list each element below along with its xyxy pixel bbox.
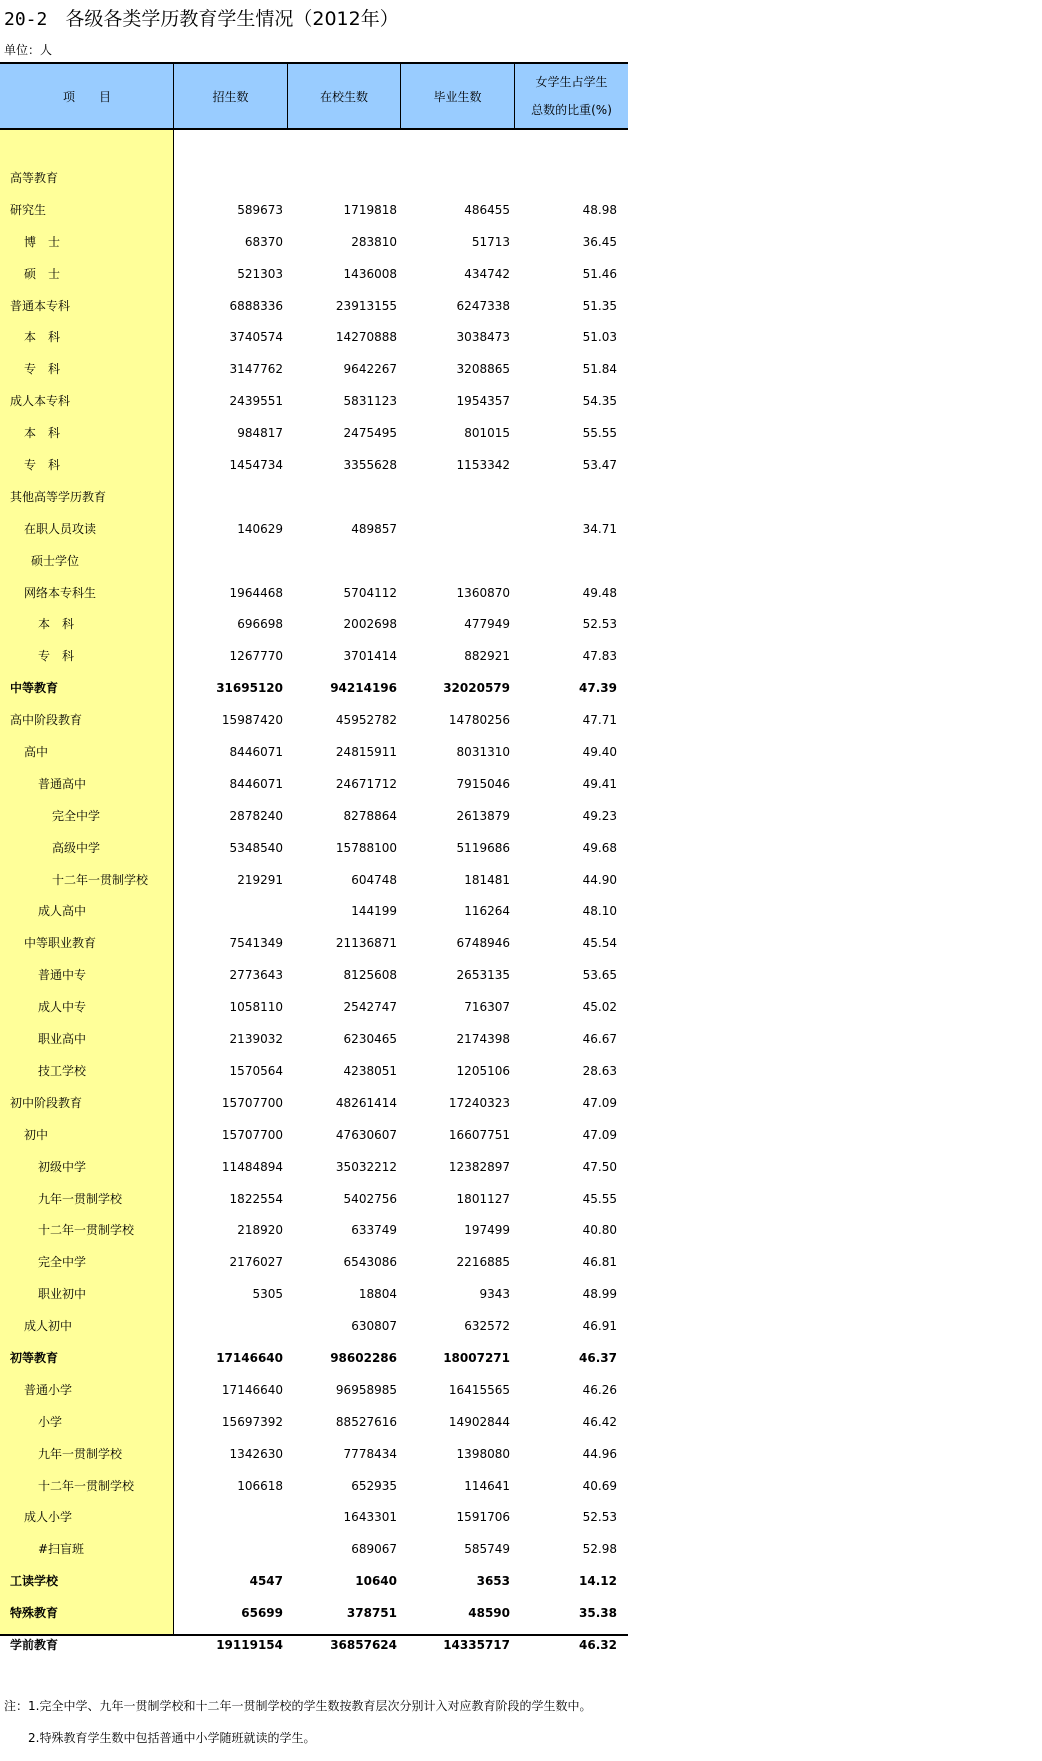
cell-enrolled: 144199 bbox=[351, 904, 397, 919]
cell-enrolled: 7778434 bbox=[343, 1446, 397, 1461]
statistics-table bbox=[0, 62, 628, 1652]
cell-enrolled: 48261414 bbox=[335, 1095, 397, 1110]
row-label: 初等教育 bbox=[10, 1350, 59, 1365]
table-header bbox=[0, 64, 628, 130]
table-row bbox=[0, 482, 628, 514]
table-row bbox=[0, 737, 628, 769]
row-label: 高中 bbox=[24, 745, 49, 760]
row-label: 职业初中 bbox=[38, 1287, 87, 1302]
cell-graduates: 197499 bbox=[464, 1223, 510, 1238]
table-row bbox=[0, 1439, 628, 1471]
table-number: 20-2 bbox=[4, 9, 48, 30]
header-female-ratio bbox=[514, 64, 628, 128]
cell-enroll: 19119154 bbox=[216, 1637, 283, 1652]
table-row bbox=[0, 322, 628, 354]
cell-graduates: 5119686 bbox=[456, 840, 510, 855]
row-label: 工读学校 bbox=[10, 1574, 59, 1589]
cell-enrolled: 10640 bbox=[355, 1574, 397, 1589]
row-label: 网络本专科生 bbox=[24, 585, 97, 600]
cell-enrolled: 8278864 bbox=[343, 808, 397, 823]
cell-graduates: 3653 bbox=[476, 1574, 510, 1589]
cell-female: 52.53 bbox=[582, 617, 617, 632]
row-label: 普通本专科 bbox=[10, 298, 71, 313]
table-row bbox=[0, 1534, 628, 1566]
cell-graduates: 477949 bbox=[464, 617, 510, 632]
cell-enrolled: 1719818 bbox=[343, 202, 397, 217]
header-female-line2: 总数的比重(%) bbox=[531, 103, 612, 117]
cell-graduates: 12382897 bbox=[448, 1159, 510, 1174]
cell-graduates: 51713 bbox=[471, 234, 510, 249]
row-label: 十二年一贯制学校 bbox=[38, 1223, 135, 1238]
cell-enroll: 6888336 bbox=[229, 298, 283, 313]
row-label: #扫盲班 bbox=[38, 1542, 85, 1557]
row-label: 特殊教育 bbox=[10, 1606, 59, 1621]
cell-enroll: 696698 bbox=[237, 617, 283, 632]
table-row bbox=[0, 546, 628, 578]
cell-graduates: 1591706 bbox=[456, 1510, 510, 1525]
cell-enroll: 984817 bbox=[237, 426, 283, 441]
row-label: 初中阶段教育 bbox=[10, 1095, 83, 1110]
table-row bbox=[0, 896, 628, 928]
cell-graduates: 3038473 bbox=[456, 330, 510, 345]
cell-graduates: 14335717 bbox=[443, 1637, 510, 1652]
cell-female: 47.09 bbox=[582, 1095, 617, 1110]
cell-enrolled: 1436008 bbox=[343, 266, 397, 281]
row-label: 其他高等学历教育 bbox=[10, 489, 107, 504]
row-label: 普通小学 bbox=[24, 1382, 73, 1397]
table-row bbox=[0, 1375, 628, 1407]
cell-enrolled: 2475495 bbox=[343, 426, 397, 441]
cell-enroll: 521303 bbox=[237, 266, 283, 281]
cell-female: 49.40 bbox=[582, 745, 617, 760]
cell-female: 46.26 bbox=[582, 1382, 617, 1397]
table-row bbox=[0, 1215, 628, 1247]
cell-enrolled: 9642267 bbox=[343, 362, 397, 377]
cell-female: 47.71 bbox=[582, 713, 617, 728]
cell-female: 53.47 bbox=[582, 458, 617, 473]
cell-female: 51.46 bbox=[582, 266, 617, 281]
cell-enrolled: 14270888 bbox=[335, 330, 397, 345]
table-row bbox=[0, 259, 628, 291]
cell-graduates: 1954357 bbox=[456, 394, 510, 409]
cell-enroll: 65699 bbox=[241, 1606, 283, 1621]
row-label: 高中阶段教育 bbox=[10, 713, 83, 728]
row-label: 研究生 bbox=[10, 202, 47, 217]
row-label: 中等教育 bbox=[10, 681, 59, 696]
cell-enroll: 2878240 bbox=[229, 808, 283, 823]
cell-female: 49.41 bbox=[582, 776, 617, 791]
cell-female: 49.68 bbox=[582, 840, 617, 855]
cell-female: 46.32 bbox=[579, 1637, 617, 1652]
cell-enroll: 106618 bbox=[237, 1478, 283, 1493]
row-label: 九年一贯制学校 bbox=[38, 1446, 123, 1461]
cell-female: 47.09 bbox=[582, 1127, 617, 1142]
cell-enrolled: 21136871 bbox=[335, 936, 397, 951]
table-row bbox=[0, 641, 628, 673]
cell-female: 54.35 bbox=[582, 394, 617, 409]
row-label: 九年一贯制学校 bbox=[38, 1191, 123, 1206]
cell-enroll: 17146640 bbox=[216, 1350, 283, 1365]
cell-female: 46.67 bbox=[582, 1032, 617, 1047]
table-row bbox=[0, 578, 628, 610]
row-label: 本 科 bbox=[38, 617, 75, 632]
cell-enrolled: 604748 bbox=[351, 872, 397, 887]
cell-enrolled: 489857 bbox=[351, 521, 397, 536]
table-row bbox=[0, 1566, 628, 1598]
cell-female: 47.50 bbox=[582, 1159, 617, 1174]
cell-enroll: 218920 bbox=[237, 1223, 283, 1238]
cell-enrolled: 24671712 bbox=[335, 776, 397, 791]
cell-female: 44.96 bbox=[582, 1446, 617, 1461]
header-female-line1: 女学生占学生 bbox=[535, 75, 608, 89]
row-label: 技工学校 bbox=[38, 1063, 87, 1078]
cell-graduates: 2216885 bbox=[456, 1255, 510, 1270]
cell-graduates: 17240323 bbox=[448, 1095, 510, 1110]
cell-enrolled: 96958985 bbox=[335, 1382, 397, 1397]
table-rows bbox=[0, 163, 628, 1662]
cell-graduates: 14902844 bbox=[448, 1414, 510, 1429]
table-row bbox=[0, 769, 628, 801]
cell-enroll: 2773643 bbox=[229, 968, 283, 983]
row-label: 专 科 bbox=[38, 649, 75, 664]
table-row bbox=[0, 1407, 628, 1439]
header-enroll-label: 招生数 bbox=[212, 89, 249, 104]
row-label: 高等教育 bbox=[10, 171, 59, 185]
cell-female: 51.35 bbox=[582, 298, 617, 313]
cell-enrolled: 2002698 bbox=[343, 617, 397, 632]
cell-enroll: 1342630 bbox=[229, 1446, 283, 1461]
row-label: 普通高中 bbox=[38, 776, 87, 791]
row-label: 普通中专 bbox=[38, 968, 87, 983]
cell-enroll: 31695120 bbox=[216, 681, 283, 696]
cell-graduates: 9343 bbox=[479, 1287, 510, 1302]
row-label: 博 士 bbox=[24, 234, 61, 249]
cell-graduates: 32020579 bbox=[443, 681, 510, 696]
cell-enroll: 4547 bbox=[249, 1574, 283, 1589]
cell-graduates: 7915046 bbox=[456, 776, 510, 791]
table-row bbox=[0, 1247, 628, 1279]
cell-female: 46.37 bbox=[579, 1350, 617, 1365]
table-row bbox=[0, 1152, 628, 1184]
cell-female: 45.02 bbox=[582, 1000, 617, 1015]
cell-female: 53.65 bbox=[582, 968, 617, 983]
cell-female: 44.90 bbox=[582, 872, 617, 887]
table-row bbox=[0, 1279, 628, 1311]
cell-enrolled: 3701414 bbox=[343, 649, 397, 664]
cell-female: 45.54 bbox=[582, 936, 617, 951]
header-graduates bbox=[400, 64, 514, 128]
row-label: 初级中学 bbox=[38, 1159, 87, 1174]
cell-enrolled: 283810 bbox=[351, 234, 397, 249]
cell-enroll: 15697392 bbox=[221, 1414, 283, 1429]
cell-female: 48.10 bbox=[582, 904, 617, 919]
unit-label: 单位：人 bbox=[4, 43, 53, 57]
table-row bbox=[0, 992, 628, 1024]
cell-enrolled: 98602286 bbox=[330, 1350, 397, 1365]
cell-graduates: 2613879 bbox=[456, 808, 510, 823]
cell-enroll: 1964468 bbox=[229, 585, 283, 600]
cell-graduates: 6247338 bbox=[456, 298, 510, 313]
row-label: 专 科 bbox=[24, 362, 61, 377]
table-row bbox=[0, 227, 628, 259]
cell-graduates: 48590 bbox=[468, 1606, 510, 1621]
row-label: 十二年一贯制学校 bbox=[38, 1478, 135, 1493]
cell-graduates: 181481 bbox=[464, 872, 510, 887]
row-label: 十二年一贯制学校 bbox=[52, 872, 149, 887]
cell-graduates: 716307 bbox=[464, 1000, 510, 1015]
cell-female: 46.91 bbox=[582, 1319, 617, 1334]
cell-female: 48.99 bbox=[582, 1287, 617, 1302]
cell-graduates: 16607751 bbox=[448, 1127, 510, 1142]
cell-graduates: 3208865 bbox=[456, 362, 510, 377]
cell-female: 47.39 bbox=[579, 681, 617, 696]
cell-female: 48.98 bbox=[582, 202, 617, 217]
row-label: 高级中学 bbox=[52, 840, 101, 855]
cell-enrolled: 45952782 bbox=[335, 713, 397, 728]
cell-enroll: 8446071 bbox=[229, 745, 283, 760]
row-label: 完全中学 bbox=[52, 808, 101, 823]
cell-graduates: 116264 bbox=[464, 904, 510, 919]
cell-female: 40.69 bbox=[582, 1478, 617, 1493]
cell-female: 45.55 bbox=[582, 1191, 617, 1206]
cell-female: 40.80 bbox=[582, 1223, 617, 1238]
cell-enrolled: 94214196 bbox=[330, 681, 397, 696]
table-row bbox=[0, 1630, 628, 1662]
header-item-label: 项 目 bbox=[62, 89, 111, 104]
note-2: 2.特殊教育学生数中包括普通中小学随班就读的学生。 bbox=[4, 1731, 316, 1745]
cell-enroll: 17146640 bbox=[221, 1382, 283, 1397]
cell-graduates: 486455 bbox=[464, 202, 510, 217]
cell-enroll: 1058110 bbox=[229, 1000, 283, 1015]
table-row bbox=[0, 1311, 628, 1343]
cell-enroll: 140629 bbox=[237, 521, 283, 536]
row-label: 成人高中 bbox=[38, 904, 87, 919]
cell-graduates: 114641 bbox=[464, 1478, 510, 1493]
row-label: 完全中学 bbox=[38, 1255, 87, 1270]
cell-enroll: 3740574 bbox=[229, 330, 283, 345]
cell-female: 51.03 bbox=[582, 330, 617, 345]
row-label: 学前教育 bbox=[10, 1637, 59, 1652]
header-enroll bbox=[173, 64, 287, 128]
cell-enrolled: 5831123 bbox=[343, 394, 397, 409]
row-label: 成人初中 bbox=[24, 1319, 73, 1334]
cell-female: 49.48 bbox=[582, 585, 617, 600]
row-label: 成人本专科 bbox=[10, 394, 71, 409]
cell-enrolled: 652935 bbox=[351, 1478, 397, 1493]
cell-enrolled: 15788100 bbox=[335, 840, 397, 855]
cell-enroll: 2439551 bbox=[229, 394, 283, 409]
cell-graduates: 1801127 bbox=[456, 1191, 510, 1206]
cell-female: 46.42 bbox=[582, 1414, 617, 1429]
table-row bbox=[0, 1343, 628, 1375]
row-label: 硕士学位 bbox=[31, 553, 80, 568]
cell-enrolled: 88527616 bbox=[335, 1414, 397, 1429]
row-label: 小学 bbox=[38, 1414, 63, 1429]
row-label: 成人小学 bbox=[24, 1510, 73, 1525]
cell-female: 35.38 bbox=[579, 1606, 617, 1621]
table-row bbox=[0, 354, 628, 386]
cell-enroll: 8446071 bbox=[229, 776, 283, 791]
cell-female: 46.81 bbox=[582, 1255, 617, 1270]
table-row bbox=[0, 609, 628, 641]
table-body bbox=[0, 130, 628, 1652]
cell-graduates: 2653135 bbox=[456, 968, 510, 983]
cell-graduates: 801015 bbox=[464, 426, 510, 441]
note-1: 注：1.完全中学、九年一贯制学校和十二年一贯制学校的学生数按教育层次分别计入对应教育阶段的学生数中。 bbox=[4, 1699, 592, 1713]
cell-enroll: 15707700 bbox=[221, 1127, 283, 1142]
cell-graduates: 1153342 bbox=[456, 458, 510, 473]
table-row bbox=[0, 1056, 628, 1088]
cell-enroll: 3147762 bbox=[229, 362, 283, 377]
cell-female: 49.23 bbox=[582, 808, 617, 823]
header-graduates-label: 毕业生数 bbox=[433, 89, 482, 104]
header-enrolled bbox=[287, 64, 400, 128]
row-label: 中等职业教育 bbox=[24, 936, 97, 951]
row-label: 成人中专 bbox=[38, 1000, 87, 1015]
table-row bbox=[0, 418, 628, 450]
table-title: 各级各类学历教育学生情况（2012年） bbox=[65, 8, 399, 30]
table-row bbox=[0, 1120, 628, 1152]
table-row bbox=[0, 1184, 628, 1216]
cell-female: 34.71 bbox=[582, 521, 617, 536]
cell-graduates: 434742 bbox=[464, 266, 510, 281]
table-row bbox=[0, 1502, 628, 1534]
cell-enrolled: 6543086 bbox=[343, 1255, 397, 1270]
cell-enroll: 11484894 bbox=[221, 1159, 283, 1174]
table-row bbox=[0, 1598, 628, 1630]
table-row bbox=[0, 801, 628, 833]
cell-enrolled: 23913155 bbox=[335, 298, 397, 313]
cell-graduates: 882921 bbox=[464, 649, 510, 664]
cell-enroll: 1570564 bbox=[229, 1063, 283, 1078]
table-row bbox=[0, 1088, 628, 1120]
cell-enrolled: 24815911 bbox=[335, 745, 397, 760]
table-row bbox=[0, 928, 628, 960]
table-row bbox=[0, 450, 628, 482]
table-row bbox=[0, 514, 628, 546]
table-row bbox=[0, 833, 628, 865]
table-row bbox=[0, 291, 628, 323]
cell-female: 51.84 bbox=[582, 362, 617, 377]
table-row bbox=[0, 673, 628, 705]
cell-enroll: 5305 bbox=[252, 1287, 283, 1302]
cell-enrolled: 3355628 bbox=[343, 458, 397, 473]
cell-enroll: 589673 bbox=[237, 202, 283, 217]
cell-female: 28.63 bbox=[582, 1063, 617, 1078]
cell-enroll: 219291 bbox=[237, 872, 283, 887]
cell-enroll: 1267770 bbox=[229, 649, 283, 664]
cell-graduates: 1205106 bbox=[456, 1063, 510, 1078]
table-row bbox=[0, 163, 628, 195]
cell-enroll: 2139032 bbox=[229, 1032, 283, 1047]
cell-enrolled: 689067 bbox=[351, 1542, 397, 1557]
cell-enroll: 2176027 bbox=[229, 1255, 283, 1270]
cell-graduates: 18007271 bbox=[443, 1350, 510, 1365]
cell-enrolled: 378751 bbox=[346, 1606, 397, 1621]
cell-female: 47.83 bbox=[582, 649, 617, 664]
cell-enrolled: 18804 bbox=[358, 1287, 397, 1302]
cell-enroll: 5348540 bbox=[229, 840, 283, 855]
cell-female: 36.45 bbox=[582, 234, 617, 249]
cell-graduates: 632572 bbox=[464, 1319, 510, 1334]
cell-graduates: 16415565 bbox=[448, 1382, 510, 1397]
cell-enroll: 1822554 bbox=[229, 1191, 283, 1206]
cell-female: 14.12 bbox=[579, 1574, 617, 1589]
cell-enrolled: 8125608 bbox=[343, 968, 397, 983]
row-label: 初中 bbox=[24, 1127, 49, 1142]
cell-female: 55.55 bbox=[582, 426, 617, 441]
cell-graduates: 2174398 bbox=[456, 1032, 510, 1047]
cell-graduates: 1398080 bbox=[456, 1446, 510, 1461]
cell-enroll: 15707700 bbox=[221, 1095, 283, 1110]
cell-enrolled: 4238051 bbox=[343, 1063, 397, 1078]
header-enrolled-label: 在校生数 bbox=[319, 89, 368, 104]
row-label: 本 科 bbox=[24, 426, 61, 441]
row-label: 硕 士 bbox=[24, 266, 61, 281]
row-label: 职业高中 bbox=[38, 1032, 87, 1047]
cell-enrolled: 1643301 bbox=[343, 1510, 397, 1525]
cell-graduates: 585749 bbox=[464, 1542, 510, 1557]
table-row bbox=[0, 1024, 628, 1056]
table-row bbox=[0, 960, 628, 992]
row-label: 在职人员攻读 bbox=[24, 521, 97, 536]
cell-graduates: 6748946 bbox=[456, 936, 510, 951]
header-item bbox=[0, 64, 174, 128]
cell-enroll: 15987420 bbox=[221, 713, 283, 728]
cell-enrolled: 5704112 bbox=[343, 585, 397, 600]
cell-graduates: 14780256 bbox=[448, 713, 510, 728]
cell-enrolled: 47630607 bbox=[335, 1127, 397, 1142]
row-label: 本 科 bbox=[24, 330, 61, 345]
cell-enrolled: 630807 bbox=[351, 1319, 397, 1334]
page-title bbox=[4, 4, 399, 31]
table-row bbox=[0, 1471, 628, 1503]
cell-female: 52.53 bbox=[582, 1510, 617, 1525]
cell-enrolled: 35032212 bbox=[335, 1159, 397, 1174]
cell-enrolled: 6230465 bbox=[343, 1032, 397, 1047]
table-row bbox=[0, 705, 628, 737]
row-label: 专 科 bbox=[24, 458, 61, 473]
cell-enroll: 7541349 bbox=[229, 936, 283, 951]
table-row bbox=[0, 195, 628, 227]
cell-enroll: 68370 bbox=[244, 234, 283, 249]
cell-enroll: 1454734 bbox=[229, 458, 283, 473]
cell-graduates: 8031310 bbox=[456, 745, 510, 760]
cell-graduates: 1360870 bbox=[456, 585, 510, 600]
cell-enrolled: 633749 bbox=[351, 1223, 397, 1238]
cell-enrolled: 36857624 bbox=[330, 1637, 397, 1652]
cell-female: 52.98 bbox=[582, 1542, 617, 1557]
table-row bbox=[0, 865, 628, 897]
cell-enrolled: 5402756 bbox=[343, 1191, 397, 1206]
cell-enrolled: 2542747 bbox=[343, 1000, 397, 1015]
table-row bbox=[0, 386, 628, 418]
